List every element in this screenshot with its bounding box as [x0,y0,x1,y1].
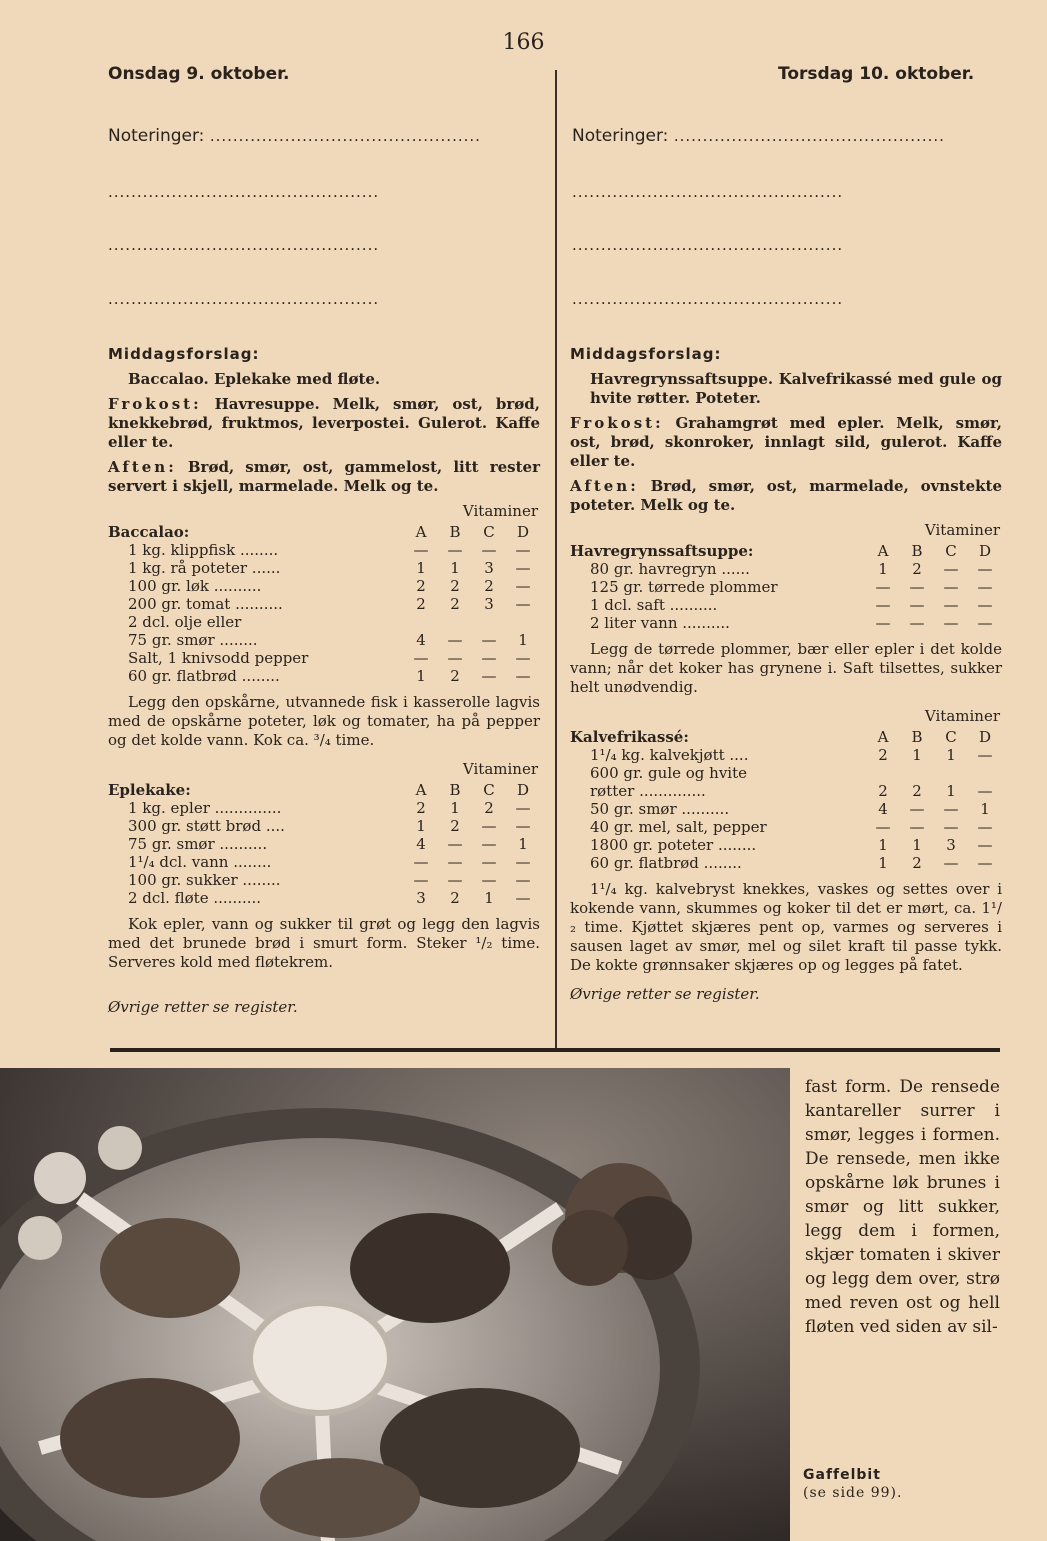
vitamin-value: — [481,667,497,685]
col-d: D [978,728,992,746]
ingredient-row [108,559,540,577]
vitamin-value: — [481,835,497,853]
vitamin-value: — [875,578,891,596]
right-frokost-label: Frokost: [570,414,664,432]
vitamin-value: 1 [484,889,494,907]
vitamin-value: — [977,746,993,764]
vitamin-value [866,764,900,782]
vitamin-value: — [909,800,925,818]
column-divider [555,70,557,1050]
ingredient-row [108,889,540,907]
vitamin-value [472,613,506,631]
vitamin-value: 2 [912,560,922,578]
col-a: A [415,523,427,541]
vitamin-value: 2 [416,577,426,595]
ingredient-name: 2 liter vann .......... [590,614,730,632]
vitamin-value: 1 [946,782,956,800]
right-notes-line [572,126,1000,146]
right-notes-line-3: ............................................... [572,236,844,254]
vitamin-value [404,613,438,631]
vitamin-value: — [481,817,497,835]
ingredient-row [570,818,1002,836]
vitamin-value: 1 [878,560,888,578]
vitamin-value: — [515,559,531,577]
vitamin-value: — [875,818,891,836]
vitamin-value: — [943,854,959,872]
right-frokost-text: Grahamgrøt med epler. Melk, smør, ost, brød, skonroker, innlagt sild, gulerot. Kaffe eller te. [570,414,1002,470]
vitamin-value: — [481,541,497,559]
col-d: D [978,542,992,560]
right-column [570,345,1002,1004]
vitamin-value: — [909,578,925,596]
col-d: D [516,523,530,541]
vitamin-value: 3 [946,836,956,854]
vitamin-value: 3 [484,559,494,577]
vitamin-value: — [515,649,531,667]
left-notes-line-2: ............................................... [108,183,380,201]
left-frokost-label: Frokost: [108,395,202,413]
side-text: fast form. De rensede kantareller surrer i smør, legges i formen. De rensede, men ikke opskårne løk brunes i smør og litt sukker, legg dem i formen, skjær tomaten i skiver og legg dem over, strø med reven ost og hell fløten ved siden av sil- [805,1077,1000,1337]
ingredient-row [108,541,540,559]
vitamin-value: — [977,836,993,854]
vitamin-value: 2 [484,799,494,817]
ingredient-row [570,746,1002,764]
right-recipe2-table [570,728,1002,872]
left-notes-label: Noteringer: [108,126,205,146]
ingredient-row [570,596,1002,614]
vitamin-value: — [515,853,531,871]
ingredient-row [108,649,540,667]
ingredient-name: 1 kg. klippfisk ........ [128,541,279,559]
right-recipe2-text: 1¹/₄ kg. kalvebryst knekkes, vaskes og settes over i kokende vann, skummes og koker til det er mørt, ca. 1¹/₂ time. Kjøttet skjæres pent op, varmes og serveres i sausen laget av smør, mel og silet kraft til passe tykk. De kokte grønnsaker skjæres op og legges på fatet. [570,880,1002,974]
ingredient-row [108,799,540,817]
col-a: A [415,781,427,799]
right-notes-line-2: ............................................... [572,183,844,201]
vitamin-value: 1 [946,746,956,764]
col-d: D [516,781,530,799]
left-notes-line-4: ............................................... [108,290,380,308]
ingredient-row [570,764,1002,782]
ingredient-name: 80 gr. havregryn ...... [590,560,750,578]
vitamin-value [900,764,934,782]
left-footer: Øvrige retter se register. [108,998,298,1016]
vitamin-value: — [413,853,429,871]
vitamin-value: 4 [416,631,426,649]
ingredient-name: 100 gr. sukker ........ [128,871,281,889]
left-menu: Baccalao. Eplekake med fløte. [128,370,381,388]
left-vitaminer-1: Vitaminer [462,502,538,520]
vitamin-value: 1 [912,746,922,764]
vitamin-value: — [515,889,531,907]
vitamin-value: — [943,614,959,632]
vitamin-value: — [515,541,531,559]
left-frokost [108,395,540,452]
ingredient-row [570,854,1002,872]
left-middag-heading: Middagsforslag: [108,345,260,363]
right-aften-label: Aften: [570,477,639,495]
right-recipe2-title: Kalvefrikassé: [570,728,689,746]
vitamin-value: — [977,614,993,632]
col-c: C [945,542,957,560]
left-notes-dots: ............................................... [209,127,481,145]
vitamin-value: 3 [484,595,494,613]
col-b: B [449,523,461,541]
vitamin-value: 2 [878,782,888,800]
left-recipe1-text: Legg den opskårne, utvannede fisk i kasserolle lagvis med de opskårne poteter, løk og tomater, ha på pepper og det kolde vann. Kok ca. ³/₄ time. [108,693,540,749]
ingredient-row [108,817,540,835]
ingredient-name: 125 gr. tørrede plommer [590,578,778,596]
ingredient-name: 75 gr. smør .......... [128,835,268,853]
caption-ref: (se side 99). [803,1485,903,1501]
left-recipe1-title: Baccalao: [108,523,190,541]
food-photo-drawing [0,1068,790,1541]
ingredient-name: 60 gr. flatbrød ........ [590,854,742,872]
vitamin-value: 1 [912,836,922,854]
col-a: A [877,542,889,560]
vitamin-value: — [413,541,429,559]
vitamin-value: — [515,595,531,613]
vitamin-value: — [413,871,429,889]
vitamin-value: 1 [878,836,888,854]
vitamin-value: 2 [450,595,460,613]
col-b: B [449,781,461,799]
ingredient-name: 1 dcl. saft .......... [590,596,718,614]
ingredient-name: 75 gr. smør ........ [128,631,258,649]
vitamin-value: 2 [416,799,426,817]
vitamin-value: — [515,817,531,835]
ingredient-name: 1 kg. epler .............. [128,799,282,817]
vitamin-value: 2 [450,667,460,685]
vitamin-value: — [447,853,463,871]
vitamin-value: — [977,782,993,800]
vitamin-value: — [943,578,959,596]
ingredient-name: 60 gr. flatbrød ........ [128,667,280,685]
left-column [108,345,540,1017]
vitamin-value: 1 [878,854,888,872]
ingredient-name: 1800 gr. poteter ........ [590,836,757,854]
vitamin-value: 2 [450,889,460,907]
col-b: B [911,728,923,746]
ingredient-row [108,853,540,871]
vitamin-value: — [909,818,925,836]
vitamin-value: — [447,649,463,667]
section-rule [110,1048,1000,1052]
col-a: A [877,728,889,746]
right-recipe1-table [570,542,1002,632]
vitamin-value: — [447,541,463,559]
ingredient-row [570,578,1002,596]
left-day-heading: Onsdag 9. oktober. [108,64,290,84]
vitamin-value [968,764,1002,782]
ingredient-row [570,614,1002,632]
col-b: B [911,542,923,560]
vitamin-value: — [977,560,993,578]
ingredient-name: 1¹/₄ dcl. vann ........ [128,853,272,871]
vitamin-value: 1 [416,667,426,685]
vitamin-value: — [909,614,925,632]
vitamin-value: — [977,854,993,872]
vitamin-value: 1 [416,817,426,835]
left-notes-line-3: ............................................... [108,236,380,254]
left-aften [108,458,540,496]
left-recipe1-table [108,523,540,685]
vitamin-value: 1 [416,559,426,577]
left-vitaminer-2: Vitaminer [462,760,538,778]
right-recipe1-text: Legg de tørrede plommer, bær eller epler i det kolde vann; når det koker has grynene i. Saft tilsettes, sukker helt unødvendig. [570,640,1002,696]
ingredient-row [570,800,1002,818]
ingredient-row [108,871,540,889]
vitamin-value: 2 [450,817,460,835]
vitamin-value: 3 [416,889,426,907]
left-aften-label: Aften: [108,458,177,476]
right-footer: Øvrige retter se register. [570,985,760,1003]
vitamin-value: — [515,667,531,685]
vitamin-value: 2 [450,577,460,595]
vitamin-value: — [977,818,993,836]
ingredient-row [108,595,540,613]
col-c: C [483,523,495,541]
vitamin-value: — [943,596,959,614]
page-number: 166 [502,30,545,55]
right-vitaminer-2: Vitaminer [924,707,1000,725]
left-recipe2-table [108,781,540,907]
vitamin-value: — [943,818,959,836]
ingredient-name: 2 dcl. fløte .......... [128,889,262,907]
vitamin-value [934,764,968,782]
vitamin-value: — [977,578,993,596]
right-menu: Havregrynssaftsuppe. Kalvefrikassé med gule og hvite røtter. Poteter. [590,370,1002,407]
ingredient-row [570,782,1002,800]
photo-caption [803,1466,902,1502]
ingredient-name: 100 gr. løk .......... [128,577,262,595]
vitamin-value: 1 [518,835,528,853]
vitamin-value: 1 [450,559,460,577]
vitamin-value: — [481,871,497,889]
ingredient-row [108,613,540,631]
vitamin-value: — [413,649,429,667]
right-middag-heading: Middagsforslag: [570,345,722,363]
ingredient-name: røtter .............. [590,782,706,800]
ingredient-name: 1 kg. rå poteter ...... [128,559,281,577]
vitamin-value [506,613,540,631]
vitamin-value: — [515,871,531,889]
vitamin-value: — [481,631,497,649]
ingredient-row [570,836,1002,854]
ingredient-name: 50 gr. smør .......... [590,800,730,818]
right-notes-line-4: ............................................... [572,290,844,308]
left-recipe2-text: Kok epler, vann og sukker til grøt og legg den lagvis med det brunede brød i smurt form. Steker ¹/₂ time. Serveres kold med fløtekrem. [108,915,540,971]
caption-title: Gaffelbit [803,1467,881,1483]
col-c: C [483,781,495,799]
ingredient-row [108,835,540,853]
ingredient-row [570,560,1002,578]
vitamin-value: 2 [912,782,922,800]
vitamin-value: — [909,596,925,614]
vitamin-value: 4 [416,835,426,853]
col-c: C [945,728,957,746]
vitamin-value: — [943,800,959,818]
vitamin-value [438,613,472,631]
vitamin-value: 4 [878,800,888,818]
vitamin-value: — [515,577,531,595]
vitamin-value: 1 [980,800,990,818]
vitamin-value: 1 [518,631,528,649]
ingredient-name: Salt, 1 knivsodd pepper [128,649,309,667]
vitamin-value: — [515,799,531,817]
vitamin-value: — [943,560,959,578]
right-vitaminer-1: Vitaminer [924,521,1000,539]
vitamin-value: — [875,596,891,614]
right-notes-dots: ............................................... [673,127,945,145]
right-frokost [570,414,1002,471]
vitamin-value: — [977,596,993,614]
right-aften-text: Brød, smør, ost, marmelade, ovnstekte poteter. Melk og te. [570,477,1002,514]
vitamin-value: 2 [878,746,888,764]
vitamin-value: 1 [450,799,460,817]
vitamin-value: — [875,614,891,632]
vitamin-value: 2 [484,577,494,595]
ingredient-row [108,631,540,649]
ingredient-row [108,577,540,595]
right-day-heading: Torsdag 10. oktober. [778,64,975,84]
vitamin-value: — [481,649,497,667]
ingredient-name: 200 gr. tomat .......... [128,595,283,613]
right-aften [570,477,1002,515]
right-notes-label: Noteringer: [572,126,669,146]
vitamin-value: — [481,853,497,871]
vitamin-value: 2 [416,595,426,613]
right-recipe1-title: Havregrynssaftsuppe: [570,542,754,560]
ingredient-name: 600 gr. gule og hvite [590,764,748,782]
left-recipe2-title: Eplekake: [108,781,191,799]
ingredient-name: 1¹/₄ kg. kalvekjøtt .... [590,746,749,764]
vitamin-value: — [447,871,463,889]
ingredient-row [108,667,540,685]
vitamin-value: 2 [912,854,922,872]
ingredient-name: 40 gr. mel, salt, pepper [590,818,767,836]
food-photo [0,1068,790,1541]
vitamin-value: — [447,631,463,649]
left-frokost-text: Havresuppe. Melk, smør, ost, brød, knekkebrød, fruktmos, leverpostei. Gulerot. Kaffe eller te. [108,395,540,451]
left-notes-line [108,126,538,146]
ingredient-name: 2 dcl. olje eller [128,613,242,631]
vitamin-value: — [447,835,463,853]
ingredient-name: 300 gr. støtt brød .... [128,817,285,835]
left-aften-text: Brød, smør, ost, gammelost, litt rester servert i skjell, marmelade. Melk og te. [108,458,540,495]
